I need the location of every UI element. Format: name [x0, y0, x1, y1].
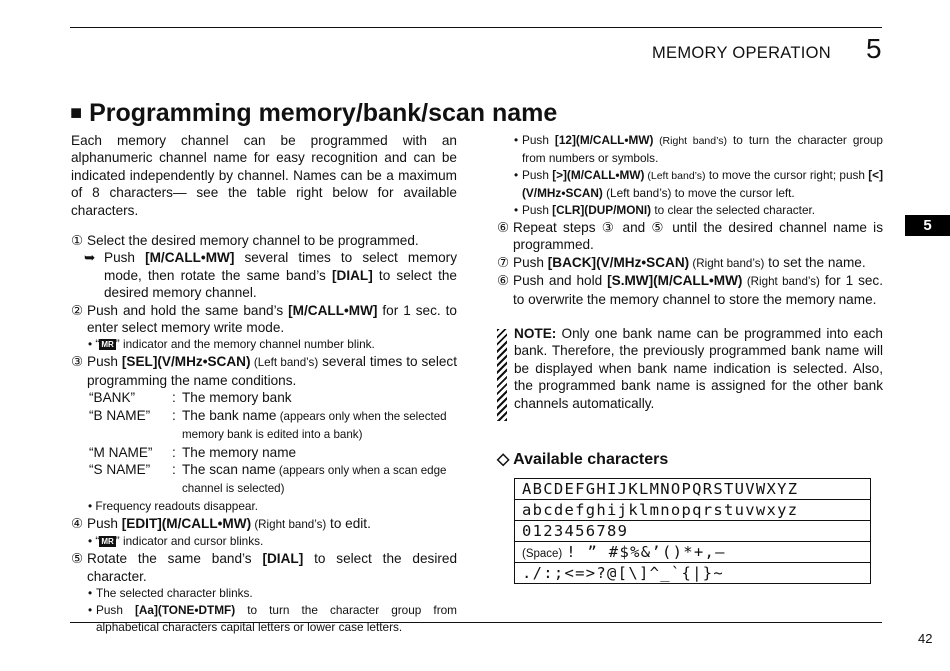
bullet-dot: • — [514, 133, 519, 147]
step-5-bullet-1 — [71, 585, 457, 602]
band-note: (Left band’s) — [250, 356, 319, 370]
text: to turn the character group from numbers or symbols. — [522, 133, 883, 165]
step-5-bullet-4 — [497, 167, 883, 202]
step-5-bullet-2 — [71, 602, 457, 636]
band-note: (Right band’s) — [689, 256, 765, 270]
name-condition-m-name — [71, 444, 457, 461]
condition-value: The memory name — [182, 444, 297, 460]
step-3-bullet: • Frequency readouts disappear. — [88, 498, 259, 513]
bullet-dot: • — [88, 585, 93, 600]
text: ” indicator and the memory channel number blink. — [115, 337, 375, 352]
heading-square-icon: ■ — [70, 102, 83, 124]
text: several times to select programming the name conditions. — [87, 354, 457, 388]
step-5 — [71, 550, 457, 585]
step-ref: ③ — [601, 220, 617, 235]
section-title: MEMORY OPERATION — [652, 44, 831, 62]
text: Push — [87, 515, 122, 531]
right-column — [497, 132, 883, 412]
text: Push — [96, 602, 135, 617]
text: for 1 sec. to overwrite the memory channel to store the memory name. — [513, 273, 883, 307]
mr-indicator-icon: MR — [101, 537, 114, 547]
text: to select the desired character. — [87, 551, 458, 584]
step-number: ⑥ — [497, 220, 510, 235]
colon: : — [172, 444, 176, 460]
condition-key: “BANK” — [89, 390, 136, 406]
note-block — [497, 325, 883, 412]
text: Push and hold — [513, 273, 608, 289]
condition-note: (appears only when the selected memory bank is edited into a bank) — [182, 409, 447, 442]
key-label: [CLR](DUP/MONI) — [552, 203, 652, 217]
bullet-dot: • — [88, 602, 93, 617]
text: Repeat steps — [513, 220, 602, 235]
step-4-bullet — [71, 533, 457, 550]
text: • “ — [88, 337, 100, 352]
page-number: 42 — [918, 631, 933, 646]
condition-key: “S NAME” — [89, 461, 151, 477]
text: Push — [513, 254, 548, 270]
text: Push — [522, 133, 555, 147]
text: several times to select memory mode, then rotate the same band’s — [104, 250, 457, 283]
text: to select the desired memory channel. — [104, 267, 457, 301]
key-label: [Aa](TONE•DTMF) — [134, 602, 236, 617]
step-number: ⑦ — [497, 254, 510, 270]
condition-value — [182, 461, 457, 498]
text: until the desired channel name is programmed. — [513, 220, 884, 253]
text: The selected character blinks. — [96, 585, 253, 600]
text: Push — [104, 250, 146, 266]
text: to move the cursor right; push — [705, 168, 869, 182]
text: Rotate the same band’s — [87, 551, 263, 567]
note-label: NOTE: — [514, 326, 557, 342]
char-row-digits: 0123456789 — [515, 521, 870, 542]
condition-key: “M NAME” — [89, 444, 153, 460]
header-rule — [70, 27, 882, 28]
condition-value: The memory bank — [182, 390, 292, 406]
text: to edit. — [326, 515, 371, 531]
step-number: ⑥ — [497, 273, 510, 289]
step-2 — [71, 302, 457, 337]
char-row-symbols-2: ./:;<=>?@[\]^_`{|}~ — [522, 564, 725, 582]
step-number: ⑤ — [71, 551, 84, 567]
step-text: Select the desired memory channel to be programmed. — [87, 233, 419, 249]
key-label: [SEL](V/MHz•SCAN) — [121, 354, 251, 370]
text: • “ — [88, 534, 100, 549]
character-table — [514, 478, 871, 584]
step-6 — [497, 219, 883, 254]
text: Push — [87, 354, 122, 370]
text: ” indicator and cursor blinks. — [115, 534, 264, 549]
note-text: Only one bank name can be programmed into each bank. Therefore, the previously programmed bank name will be displayed when bank name indication is selected. Also, the programmed bank name is assigned for the other bank channels automatically. — [514, 326, 883, 411]
chapter-number: 5 — [866, 33, 882, 64]
colon: : — [172, 390, 176, 406]
colon: : — [172, 461, 176, 477]
text: The bank name — [182, 407, 277, 423]
step-5-bullet-3 — [497, 132, 883, 167]
condition-value — [182, 407, 457, 444]
step-3 — [71, 353, 457, 389]
space-label: (Space) — [522, 548, 563, 560]
band-note: (Right band’s) — [653, 135, 727, 147]
name-condition-b-name — [71, 407, 457, 444]
step-1 — [71, 232, 457, 249]
text: to turn the character group from alphabetical characters capital letters or lower case letters. — [96, 602, 458, 634]
text: (Left band’s) to move the cursor left. — [602, 186, 795, 200]
text: to set the name. — [764, 254, 866, 270]
name-condition-s-name — [71, 461, 457, 498]
band-note: (Right band’s) — [251, 517, 327, 531]
step-8 — [497, 272, 883, 308]
text: to clear the selected character. — [651, 203, 816, 217]
arrow-icon: ➥ — [84, 250, 96, 266]
text: The scan name — [182, 461, 276, 477]
chapter-tab: 5 — [905, 215, 950, 236]
key-label: [<](V/MHz•SCAN) — [522, 168, 883, 200]
intro-paragraph: Each memory channel can be programmed with an alphanumeric channel name for easy recognition and can be indicated independently by channel. Names can be a maximum of 8 characters— see the table right below for available characters. — [71, 133, 457, 218]
step-number: ① — [71, 233, 84, 249]
step-4 — [71, 515, 457, 533]
key-label: [12](M/CALL•MW) — [554, 133, 654, 147]
footer-rule — [70, 622, 882, 623]
note-stripe-icon — [497, 329, 507, 421]
text: and — [616, 220, 652, 235]
text: Push and hold the same band’s — [87, 302, 289, 318]
page-heading — [70, 99, 557, 128]
step-number: ② — [71, 302, 84, 318]
text: for 1 sec. to enter select memory write mode. — [87, 302, 457, 336]
key-label: [DIAL] — [331, 267, 373, 283]
condition-note: (appears only when a scan edge channel is selected) — [182, 463, 447, 496]
text: Push — [522, 203, 553, 217]
step-ref: ⑤ — [651, 220, 666, 235]
key-label: [EDIT](M/CALL•MW) — [121, 515, 252, 531]
key-label: [S.MW](M/CALL•MW) — [607, 273, 743, 289]
char-row-uppercase: ABCDEFGHIJKLMNOPQRSTUVWXYZ — [515, 479, 870, 500]
step-7 — [497, 254, 883, 272]
symbols: ! ” #$%&’()*+,– — [566, 543, 726, 561]
name-condition-bank — [71, 389, 457, 406]
step-number: ③ — [71, 354, 84, 370]
step-number: ④ — [71, 515, 84, 531]
bullet-dot: • — [514, 203, 519, 217]
bullet-dot: • — [514, 168, 519, 182]
colon: : — [172, 407, 176, 423]
band-note: (Right band’s) — [742, 275, 820, 289]
heading-title: Programming memory/bank/scan name — [89, 99, 558, 127]
key-label: [DIAL] — [262, 551, 304, 567]
step-5-bullet-5 — [497, 202, 883, 219]
mr-indicator-icon: MR — [101, 340, 114, 350]
condition-key: “B NAME” — [89, 407, 151, 423]
key-label: [M/CALL•MW] — [145, 250, 235, 266]
key-label: [M/CALL•MW] — [288, 302, 378, 318]
left-column — [71, 132, 457, 636]
key-label: [BACK](V/MHz•SCAN) — [547, 254, 690, 270]
text: Push — [522, 168, 553, 182]
step-2-bullet — [71, 336, 457, 353]
char-row-lowercase: abcdefghijklmnopqrstuvwxyz — [515, 500, 870, 521]
available-characters-title: ◇ Available characters — [497, 451, 669, 468]
key-label: [>](M/CALL•MW) — [552, 168, 645, 182]
band-note: (Left band’s) — [644, 170, 706, 182]
char-row-symbols-1 — [515, 542, 870, 563]
step-1-instruction — [71, 249, 457, 301]
